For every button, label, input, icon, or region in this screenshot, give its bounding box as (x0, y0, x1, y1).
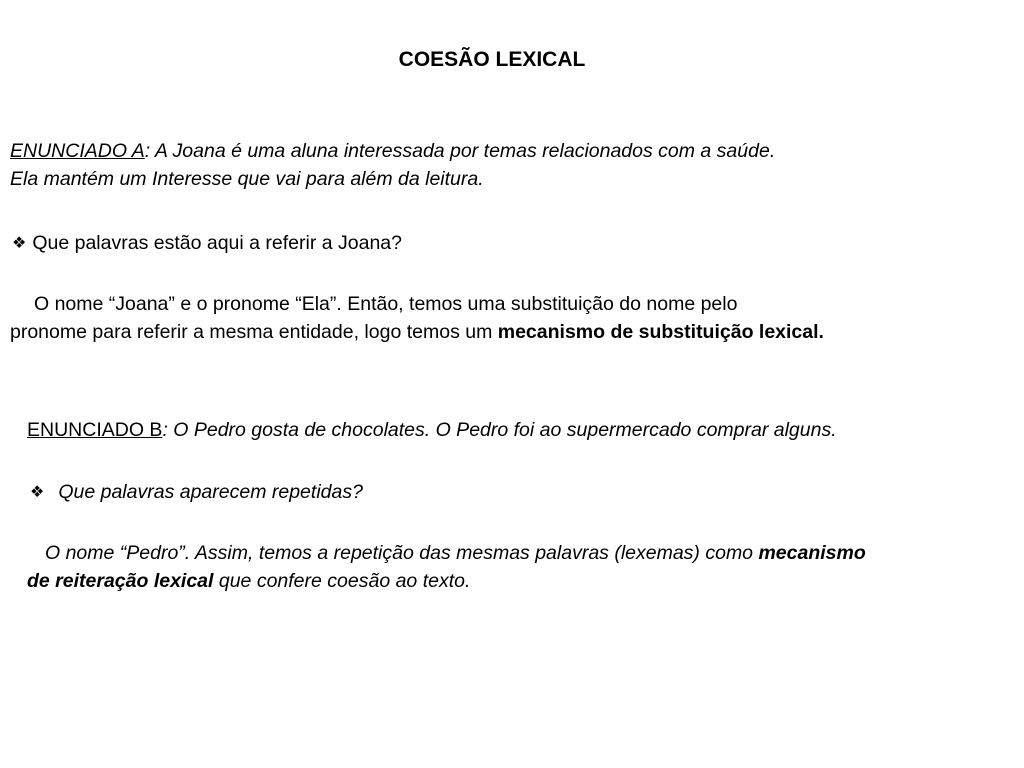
section-b-label: ENUNCIADO B (27, 419, 163, 441)
section-b-answer (27, 539, 866, 595)
section-a-answer (10, 290, 824, 346)
section-b-statement-text: : O Pedro gosta de chocolates. O Pedro foi ao supermercado comprar alguns. (162, 419, 837, 441)
section-a-label: ENUNCIADO A (10, 140, 145, 162)
section-b-answer-highlight-end: de reiteração lexical (27, 570, 214, 592)
section-a-statement-line2: Ela mantém um Interesse que vai para além da leitura. (10, 168, 484, 190)
diamond-bullet-icon: ❖ (30, 484, 45, 501)
section-b-statement (27, 416, 837, 444)
section-a-answer-line2 (10, 318, 824, 346)
section-a (10, 137, 775, 193)
section-a-answer-highlight: mecanismo de substituição lexical. (497, 321, 824, 343)
section-a-statement-line1 (10, 137, 775, 165)
section-b (27, 416, 837, 444)
section-b-question: Que palavras aparecem repetidas? (58, 481, 363, 503)
section-a-statement-text: : A Joana é uma aluna interessada por temas relacionados com a saúde. (144, 140, 776, 162)
section-b-answer-line1 (27, 539, 866, 567)
section-a-answer-line2-text: pronome para referir a mesma entidade, logo temos um (10, 321, 498, 343)
section-b-answer-highlight-start: mecanismo (758, 542, 866, 564)
section-b-question-row (30, 478, 363, 507)
section-a-question: Que palavras estão aqui a referir a Joana? (32, 232, 402, 254)
diamond-bullet-icon: ❖ (12, 235, 27, 252)
section-a-answer-line1: O nome “Joana” e o pronome “Ela”. Então, temos uma substituição do nome pelo (34, 293, 738, 315)
slide-title: COESÃO LEXICAL (398, 48, 586, 71)
section-b-answer-line2 (27, 567, 866, 595)
section-b-answer-line2-text: que confere coesão ao texto. (213, 570, 471, 592)
section-b-answer-line1-text: O nome “Pedro”. Assim, temos a repetição das mesmas palavras (lexemas) como (45, 542, 759, 564)
section-a-question-row (12, 229, 402, 258)
